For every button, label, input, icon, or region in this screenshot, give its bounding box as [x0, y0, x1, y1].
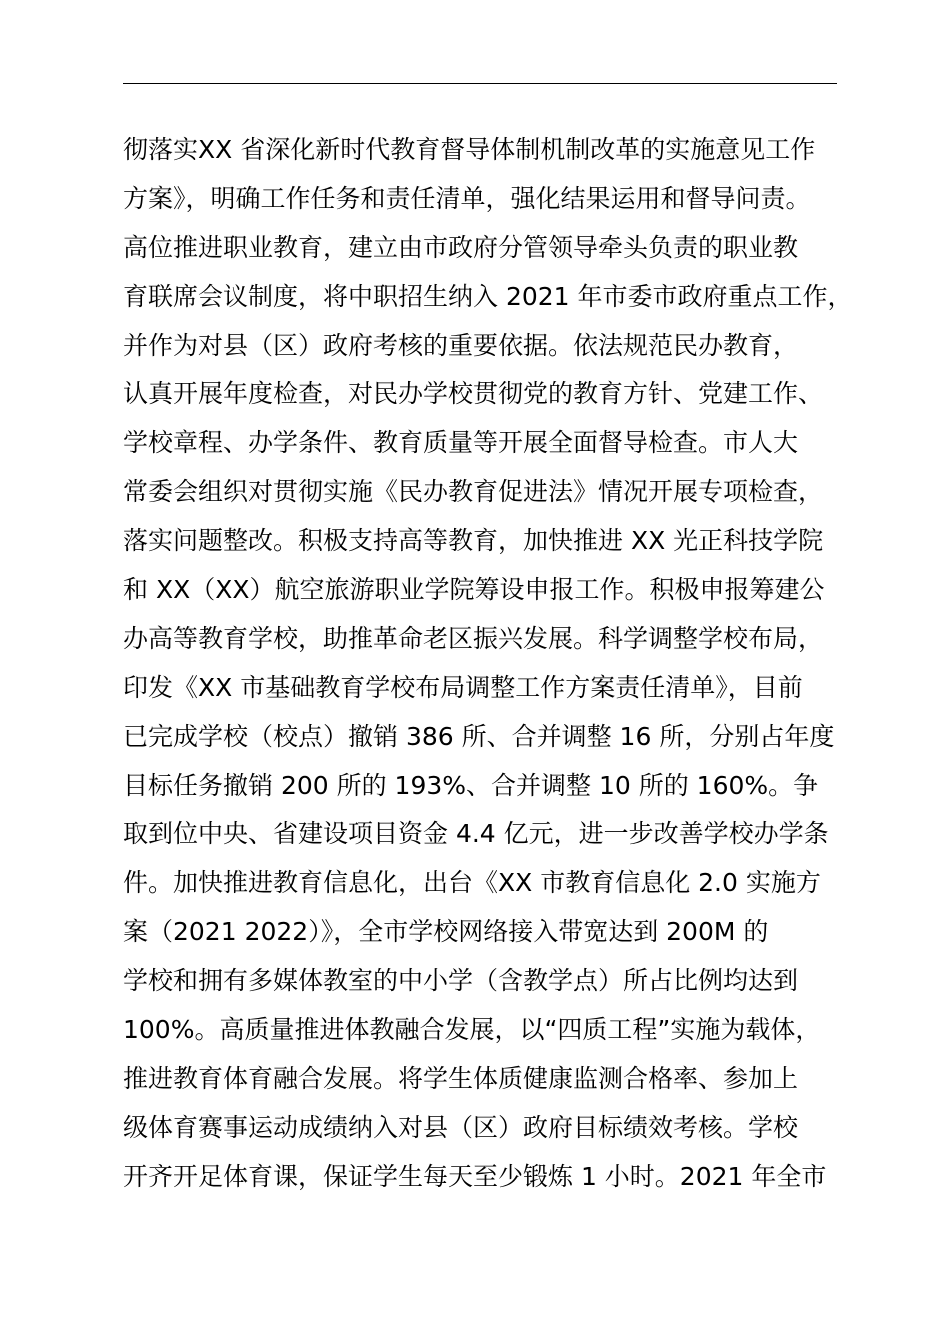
text-line: 认真开展年度检查，对民办学校贯彻党的教育方针、党建工作、 [123, 379, 824, 409]
text-line: 案（2021 2022）》，全市学校网络接入带宽达到 200M 的 [123, 917, 769, 947]
text-line: 育联席会议制度，将中职招生纳入 2021 年市委市政府重点工作， [123, 281, 853, 311]
text-line: 开齐开足体育课，保证学生每天至少锻炼 1 小时。2021 年全市 [123, 1161, 827, 1191]
text-line: 已完成学校（校点）撤销 386 所、合并调整 16 所，分别占年度 [123, 721, 835, 751]
text-line: 学校章程、办学条件、教育质量等开展全面督导检查。市人大 [123, 428, 799, 458]
text-line: 和 XX（XX）航空旅游职业学院筹设申报工作。积极申报筹建公 [123, 575, 825, 605]
header-rule [123, 83, 837, 84]
text-line: 并作为对县（区）政府考核的重要依据。依法规范民办教育， [123, 330, 799, 360]
text-line: 办高等教育学校，助推革命老区振兴发展。科学调整学校布局， [123, 623, 824, 653]
text-line: 常委会组织对贯彻实施《民办教育促进法》情况开展专项检查， [123, 477, 824, 507]
text-line: 件。加快推进教育信息化，出台《XX 市教育信息化 2.0 实施方 [123, 868, 821, 898]
text-line: 方案》，明确工作任务和责任清单，强化结果运用和督导问责。 [123, 183, 811, 213]
body-paragraph [123, 126, 853, 1202]
text-line: 落实问题整改。积极支持高等教育，加快推进 XX 光正科技学院 [123, 526, 824, 556]
text-line: 目标任务撤销 200 所的 193%、合并调整 10 所的 160%。争 [123, 770, 819, 800]
text-line: 印发《XX 市基础教育学校布局调整工作方案责任清单》，目前 [123, 672, 803, 702]
text-line: 级体育赛事运动成绩纳入对县（区）政府目标绩效考核。学校 [123, 1112, 799, 1142]
text-line: 推进教育体育融合发展。将学生体质健康监测合格率、参加上 [123, 1063, 799, 1093]
text-line: 取到位中央、省建设项目资金 4.4 亿元，进一步改善学校办学条 [123, 819, 829, 849]
text-line: 彻落实XX 省深化新时代教育督导体制机制改革的实施意见工作 [123, 135, 816, 164]
text-line: 100%。高质量推进体教融合发展，以“四质工程”实施为载体， [123, 1015, 821, 1045]
text-line: 高位推进职业教育，建立由市政府分管领导牵头负责的职业教 [123, 232, 799, 262]
text-line: 学校和拥有多媒体教室的中小学（含教学点）所占比例均达到 [123, 966, 799, 996]
